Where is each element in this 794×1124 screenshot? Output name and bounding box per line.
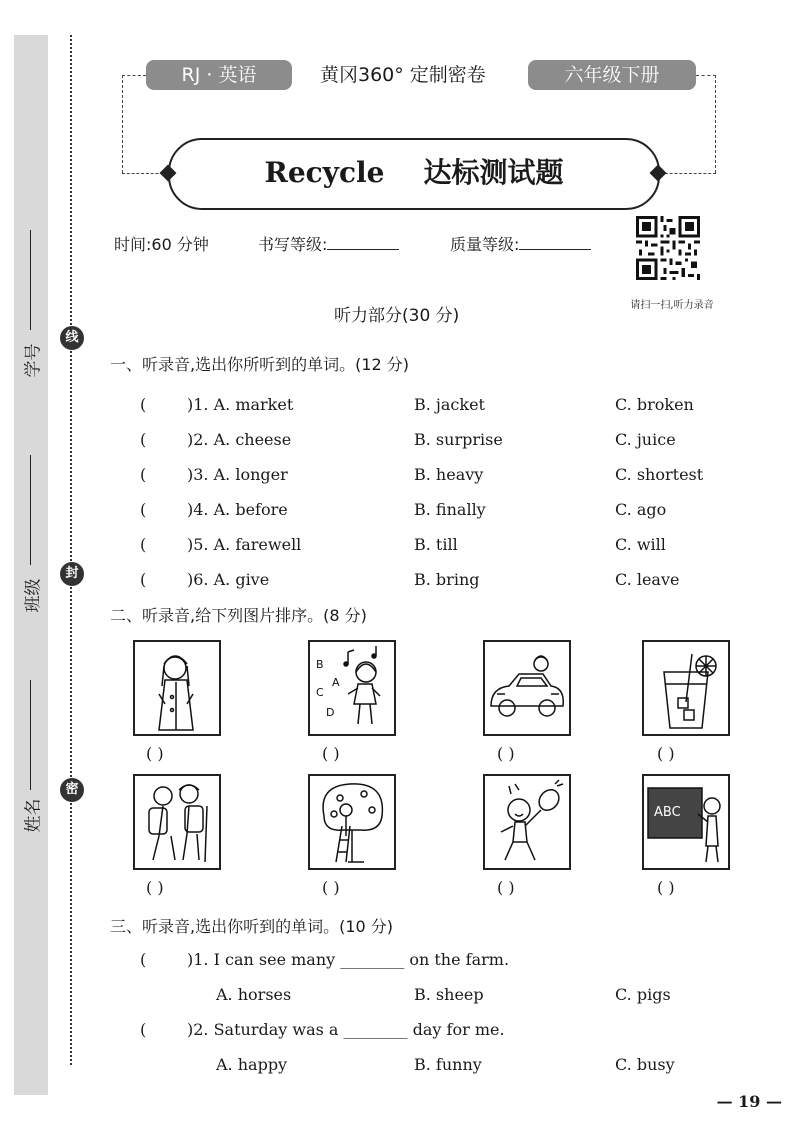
picture-teacher-blackboard (642, 774, 730, 870)
question-4-option-c: C. ago (615, 500, 667, 519)
picture-apple-tree (308, 774, 396, 870)
header-dash (122, 75, 123, 173)
section2-heading: 二、听录音,给下列图片排序。(8 分) (110, 606, 367, 625)
picture-girl-singing (308, 640, 396, 736)
section3-q1-option-c: C. pigs (615, 985, 671, 1004)
answer-paren[interactable]: ( (140, 500, 147, 519)
writing-grade-label: 书写等级: (258, 235, 328, 254)
picture-1-answer[interactable]: ( ) (146, 744, 164, 763)
letter-b: B (316, 658, 324, 671)
answer-paren[interactable]: ( (140, 465, 147, 484)
question-6-option-a: )6. A. give (187, 570, 270, 589)
quality-grade-field (450, 232, 591, 255)
cut-line (70, 35, 72, 1065)
picture-hikers (133, 774, 221, 870)
question-2-option-a: )2. A. cheese (187, 430, 292, 449)
picture-glass-of-juice (642, 640, 730, 736)
answer-paren[interactable]: ( (140, 395, 147, 414)
question-1-option-b: B. jacket (414, 395, 485, 414)
question-5-option-b: B. till (414, 535, 458, 554)
section3-question-2: )2. Saturday was a ________ day for me. (187, 1020, 505, 1039)
question-5-option-a: )5. A. farewell (187, 535, 302, 554)
question-3-option-b: B. heavy (414, 465, 484, 484)
answer-paren[interactable]: ( (140, 535, 147, 554)
answer-paren[interactable]: ( (140, 570, 147, 589)
question-1-option-c: C. broken (615, 395, 694, 414)
name-line (30, 680, 31, 790)
section3-q2-option-b: B. funny (414, 1055, 482, 1074)
question-2-option-c: C. juice (615, 430, 676, 449)
section3-question-1: )1. I can see many ________ on the farm. (187, 950, 510, 969)
picture-boy-in-car (483, 640, 571, 736)
question-3-option-a: )3. A. longer (187, 465, 288, 484)
picture-8-answer[interactable]: ( ) (657, 878, 675, 897)
header-dash (122, 75, 146, 76)
section1-heading: 一、听录音,选出你所听到的单词。(12 分) (110, 355, 410, 374)
header-dash (696, 75, 716, 76)
picture-6-answer[interactable]: ( ) (322, 878, 340, 897)
brand-text: 黄冈360° 定制密卷 (320, 64, 486, 86)
question-6-option-b: B. bring (414, 570, 480, 589)
page-title: Recycle 达标测试题 (264, 156, 564, 189)
section3-q2-option-a: A. happy (216, 1055, 288, 1074)
blackboard-text: ABC (654, 805, 681, 820)
answer-paren[interactable]: ( (140, 1020, 147, 1039)
picture-4-answer[interactable]: ( ) (657, 744, 675, 763)
writing-grade-blank[interactable] (327, 233, 399, 250)
answer-paren[interactable]: ( (140, 430, 147, 449)
letter-a: A (332, 676, 340, 689)
letter-c: C (316, 686, 324, 699)
qr-code[interactable] (636, 216, 700, 280)
header-dash (715, 75, 716, 173)
header-dash (660, 173, 716, 174)
picture-7-answer[interactable]: ( ) (497, 878, 515, 897)
quality-grade-blank[interactable] (519, 233, 591, 250)
seal-mi: 密 (60, 778, 84, 802)
page-number: — 19 — (716, 1092, 782, 1111)
binding-strip (14, 35, 48, 1095)
quality-grade-label: 质量等级: (450, 235, 520, 254)
qr-caption: 请扫一扫,听力录音 (630, 300, 714, 311)
question-5-option-c: C. will (615, 535, 666, 554)
picture-girl-in-coat (133, 640, 221, 736)
question-1-option-a: )1. A. market (187, 395, 294, 414)
series-badge: RJ · 英语 (146, 60, 292, 90)
grade-badge: 六年级下册 (528, 60, 696, 90)
picture-3-answer[interactable]: ( ) (497, 744, 515, 763)
letter-d: D (326, 706, 335, 719)
writing-grade-field (258, 232, 399, 255)
question-6-option-c: C. leave (615, 570, 680, 589)
picture-5-answer[interactable]: ( ) (146, 878, 164, 897)
question-2-option-b: B. surprise (414, 430, 503, 449)
seal-xian: 线 (60, 326, 84, 350)
section3-q1-option-b: B. sheep (414, 985, 484, 1004)
section3-q1-option-a: A. horses (216, 985, 292, 1004)
question-4-option-a: )4. A. before (187, 500, 288, 519)
answer-paren[interactable]: ( (140, 950, 147, 969)
time-limit: 时间:60 分钟 (114, 235, 209, 254)
class-line (30, 455, 31, 565)
question-4-option-b: B. finally (414, 500, 486, 519)
section3-q2-option-c: C. busy (615, 1055, 675, 1074)
picture-badminton (483, 774, 571, 870)
picture-2-answer[interactable]: ( ) (322, 744, 340, 763)
listening-title: 听力部分(30 分) (334, 306, 460, 326)
name-label: 姓名 (23, 798, 44, 833)
class-label: 班级 (23, 578, 44, 613)
seal-feng: 封 (60, 562, 84, 586)
question-3-option-c: C. shortest (615, 465, 704, 484)
student-number-label: 学号 (23, 343, 44, 378)
student-number-line (30, 230, 31, 330)
section3-heading: 三、听录音,选出你听到的单词。(10 分) (110, 917, 394, 936)
